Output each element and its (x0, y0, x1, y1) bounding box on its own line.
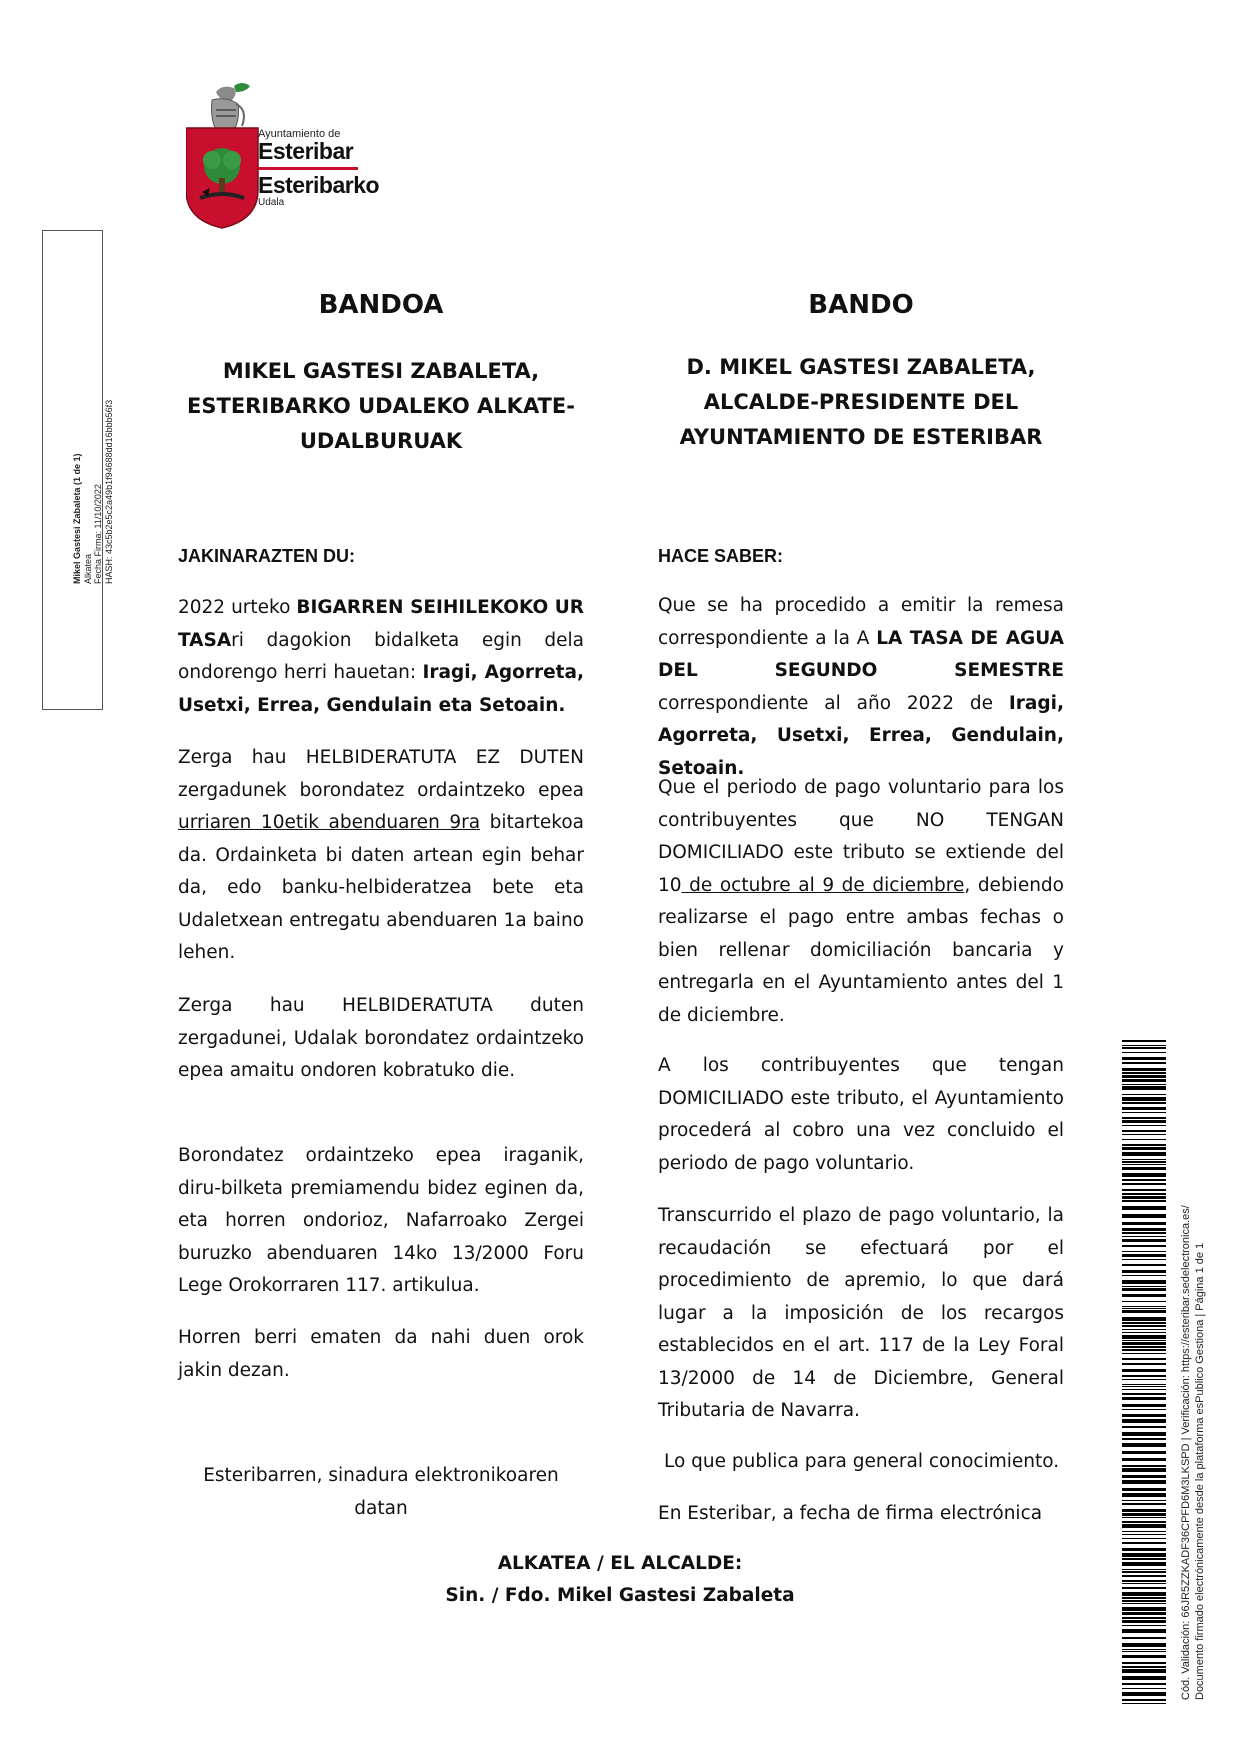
left-closing: Esteribarren, sinadura elektronikoaren datan (203, 1465, 559, 1519)
left-subtitle-line: MIKEL GASTESI ZABALETA, (222, 359, 540, 383)
verification-line2: Documento firmado electrónicamente desde la plataforma esPublico Gestiona | Página 1 de 1 (1193, 1242, 1206, 1700)
signature-stamp-text (72, 400, 114, 584)
logo-line1: Ayuntamiento de (258, 128, 341, 140)
left-paragraph-2: Zerga hau HELBIDERATUTA EZ DUTEN zergadunek borondatez ordaintzeko epea urriaren 10etik abenduaren 9ra bitartekoa da. Ordainketa bi daten artean egin behar da, edo banku-helbideratzea bete eta Udaletxean entregatu abenduaren 1a baino lehen. (178, 747, 585, 963)
left-subtitle-line: ESTERIBARKO UDALEKO ALKATE- (187, 394, 575, 418)
verification-line1: Cód. Validación: 66JR5ZZKADF36CPFD6M3LKSPD | Verificación: https://esteribar.sedelectronica.es/ (1180, 1205, 1192, 1700)
helmet-icon (212, 83, 251, 130)
left-title: BANDOA (318, 290, 444, 320)
stamp-role: Alkatea (82, 553, 93, 584)
logo-line2: Esteribar (258, 138, 354, 164)
stamp-date: Fecha Firma: 11/10/2022 (93, 484, 103, 584)
logo-divider (258, 167, 358, 170)
right-subtitle-line: ALCALDE-PRESIDENTE DEL (703, 390, 1019, 414)
left-subtitle (178, 354, 584, 459)
signature-line2: Sin. / Fdo. Mikel Gastesi Zabaleta (445, 1585, 795, 1606)
barcode (1122, 1040, 1166, 1704)
right-label: HACE SABER: (658, 546, 784, 566)
right-paragraph-4: Transcurrido el plazo de pago voluntario, la recaudación se efectuará por el procedimiento de apremio, lo que dará lugar a la imposición de los recargos establecidos en el art. 117 de la Ley Foral 13/2000 de 14 de Diciembre, General Tributaria de Navarra. (658, 1205, 1064, 1421)
right-subtitle (658, 350, 1064, 455)
right-subtitle-line: D. MIKEL GASTESI ZABALETA, (686, 355, 1036, 379)
left-paragraph-3: Zerga hau HELBIDERATUTA duten zergadunei, Udalak borondatez ordaintzeko epea amaitu ondoren kobratuko die. (178, 995, 584, 1081)
signature-line1: ALKATEA / EL ALCALDE: (497, 1553, 743, 1574)
logo-line4: Udala (258, 197, 285, 208)
logo-wordmark (258, 128, 418, 208)
left-label: JAKINARAZTEN DU: (178, 546, 355, 566)
left-paragraph-5: Horren berri ematen da nahi duen orok jakin dezan. (178, 1327, 584, 1381)
stamp-name: Mikel Gastesi Zabaleta (1 de 1) (72, 453, 82, 584)
left-subtitle-line: UDALBURUAK (299, 429, 463, 453)
verification-text (1180, 1205, 1207, 1700)
right-paragraph-5: Lo que publica para general conocimiento. (664, 1451, 1060, 1472)
right-paragraph-1: Que se ha procedido a emitir la remesa correspondiente a la A LA TASA DE AGUA DEL SEGUNDO SEMESTRE correspondiente al año 2022 de Iragi, Agorreta, Usetxi, Errea, Gendulain, Setoain. (658, 595, 1064, 779)
right-paragraph-2: Que el periodo de pago voluntario para los contribuyentes que NO TENGAN DOMICILIADO este tributo se extiende del 10 de octubre al 9 de diciembre, debiendo realizarse el pago entre ambas fechas o bien rellenar domiciliación bancaria y entregarla en el Ayuntamiento antes del 1 de diciembre. (658, 777, 1064, 1026)
right-title: BANDO (808, 290, 914, 320)
right-paragraph-3: A los contribuyentes que tengan DOMICILIADO este tributo, el Ayuntamiento procederá al cobro una vez concluido el periodo de pago voluntario. (658, 1055, 1064, 1174)
left-paragraph-4: Borondatez ordaintzeko epea iraganik, diru-bilketa premiamendu bidez eginen da, eta horren ondorioz, Nafarroako Zergei buruzko abenduaren 14ko 13/2000 Foru Lege Orokorraren 117. artikulua. (178, 1145, 584, 1296)
right-closing: En Esteribar, a fecha de firma electrónica (658, 1503, 1043, 1524)
logo-line3: Esteribarko (258, 172, 380, 198)
right-subtitle-line: AYUNTAMIENTO DE ESTERIBAR (679, 425, 1043, 449)
stamp-hash: HASH: 43c5b2e5c2a49b1f94688dd16bbb56f3 (103, 399, 114, 584)
left-paragraph-1: 2022 urteko BIGARREN SEIHILEKOKO UR TASAri dagokion bidalketa egin dela ondorengo herri hauetan: Iragi, Agorreta, Usetxi, Errea, Gendulain eta Setoain. (178, 597, 584, 716)
signature-block (340, 1548, 900, 1612)
